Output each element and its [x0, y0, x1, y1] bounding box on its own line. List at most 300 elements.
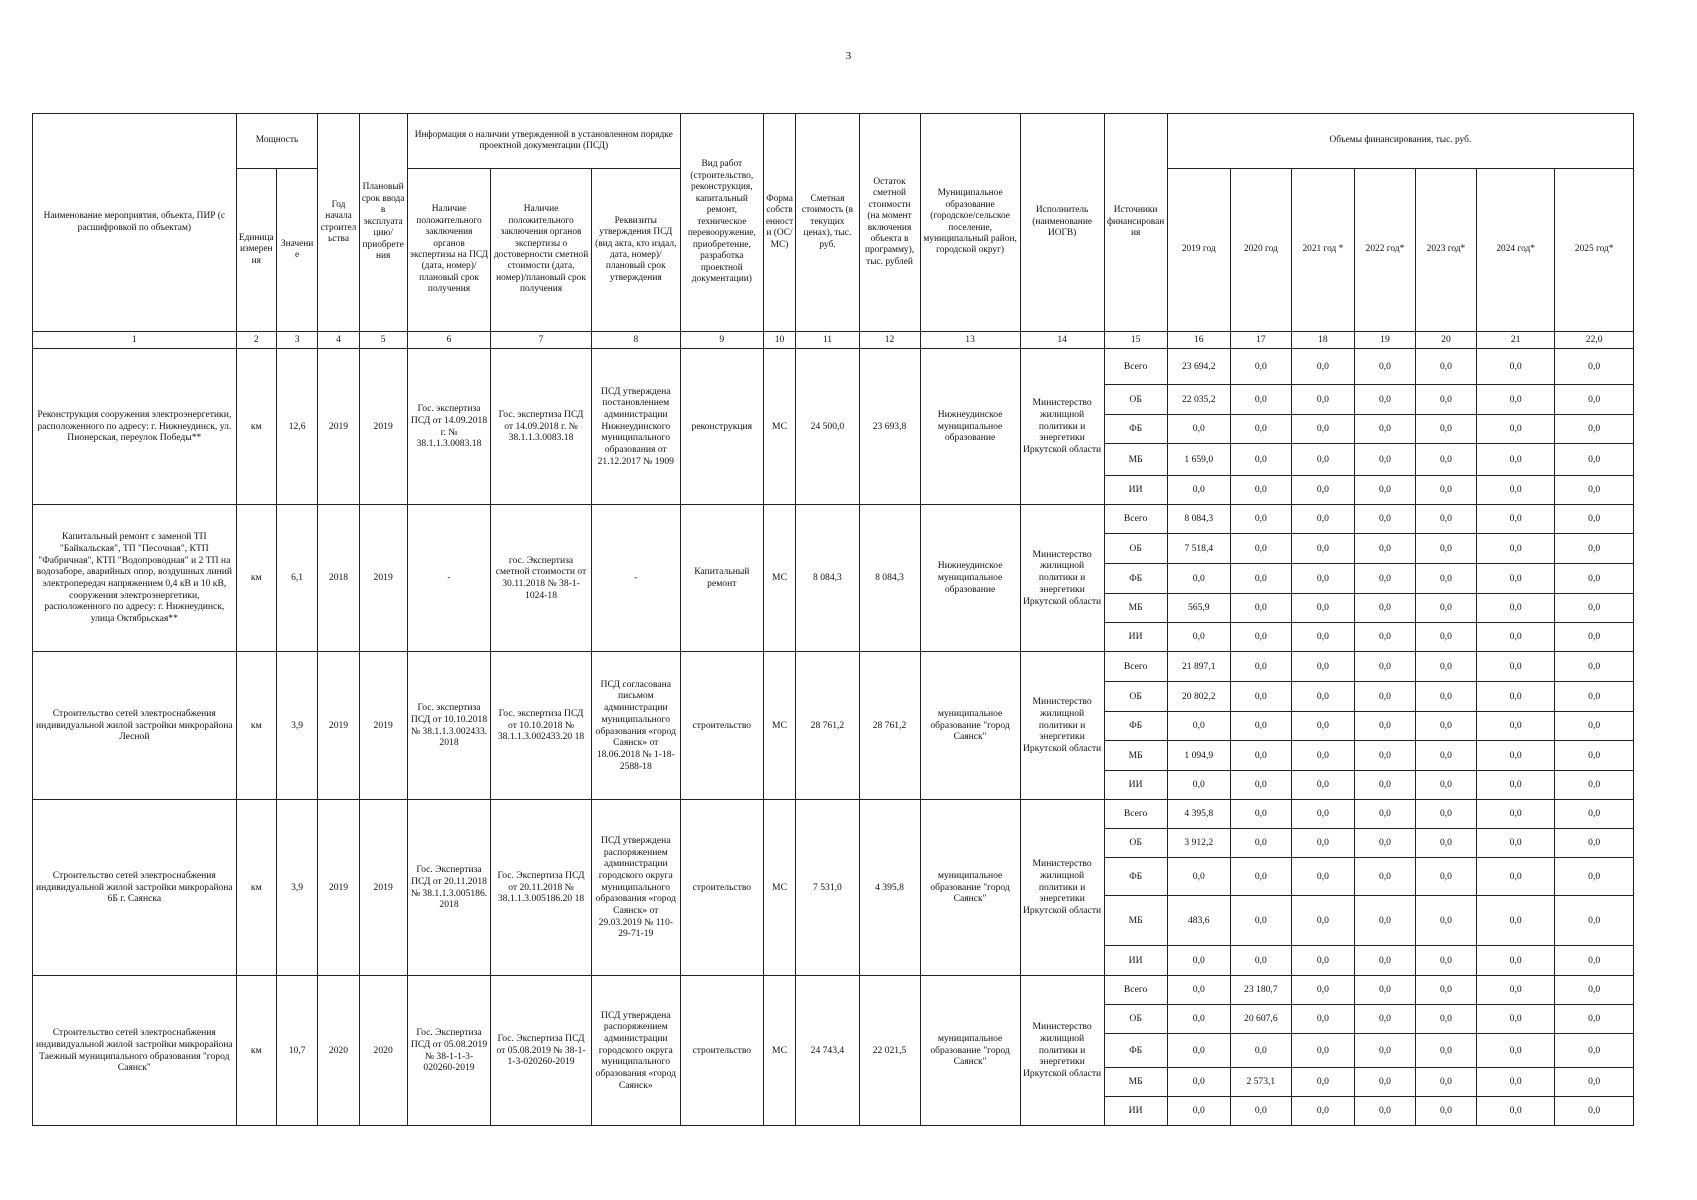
table-row — [33, 976, 1634, 1005]
financing-value-cell: 0,0 — [1230, 712, 1291, 741]
planned-date-cell: 2019 — [359, 349, 407, 505]
financing-value-cell: 0,0 — [1230, 829, 1291, 858]
header-work-type: Вид работ (строительство, реконструкция, капитальный ремонт, техническое перевооружение, приобретение, разработка проектной документации) — [680, 114, 763, 332]
executor-cell: Министерство жилищной политики и энергетики Иркутской области — [1020, 976, 1104, 1126]
financing-value-cell: 0,0 — [1230, 444, 1291, 476]
psd-expertise-cell: - — [407, 505, 491, 652]
funding-source-cell: ОБ — [1104, 1005, 1167, 1034]
financing-value-cell: 0,0 — [1291, 385, 1354, 415]
financing-value-cell: 0,0 — [1555, 896, 1634, 946]
financing-value-cell: 0,0 — [1230, 858, 1291, 896]
column-number: 20 — [1415, 332, 1476, 349]
financing-value-cell: 0,0 — [1555, 858, 1634, 896]
financing-value-cell: 0,0 — [1476, 1097, 1554, 1126]
financing-value-cell: 0,0 — [1291, 349, 1354, 385]
financing-value-cell: 483,6 — [1167, 896, 1230, 946]
financing-value-cell: 0,0 — [1555, 505, 1634, 534]
financing-value-cell: 0,0 — [1476, 652, 1554, 682]
financing-value-cell: 0,0 — [1476, 415, 1554, 444]
header-start-year: Год начала строительства — [318, 114, 359, 332]
column-number: 1 — [33, 332, 237, 349]
financing-value-cell: 0,0 — [1167, 1097, 1230, 1126]
financing-value-cell: 0,0 — [1167, 1034, 1230, 1068]
column-number: 16 — [1167, 332, 1230, 349]
header-year: 2020 год — [1230, 169, 1291, 332]
unit-cell: км — [236, 652, 276, 800]
column-number: 9 — [680, 332, 763, 349]
planned-date-cell: 2019 — [359, 652, 407, 800]
financing-value-cell: 7 518,4 — [1167, 534, 1230, 564]
financing-value-cell: 0,0 — [1167, 712, 1230, 741]
financing-value-cell: 21 897,1 — [1167, 652, 1230, 682]
financing-value-cell: 0,0 — [1354, 682, 1415, 712]
header-capacity: Мощность — [236, 114, 318, 169]
financing-value-cell: 0,0 — [1415, 771, 1476, 800]
financing-value-cell: 0,0 — [1555, 349, 1634, 385]
financing-value-cell: 565,9 — [1167, 594, 1230, 623]
project-name: Строительство сетей электроснабжения индивидуальной жилой застройки микрорайона 6Б г. Саянска — [33, 800, 237, 976]
financing-value-cell: 0,0 — [1291, 800, 1354, 829]
financing-value-cell: 0,0 — [1476, 534, 1554, 564]
financing-value-cell: 0,0 — [1555, 623, 1634, 652]
financing-value-cell: 0,0 — [1354, 349, 1415, 385]
funding-source-cell: ИИ — [1104, 946, 1167, 976]
header-name: Наименование мероприятия, объекта, ПИР (с расшифровкой по объектам) — [33, 114, 237, 332]
financing-value-cell: 0,0 — [1167, 564, 1230, 594]
financing-value-cell: 0,0 — [1415, 564, 1476, 594]
funding-source-cell: ФБ — [1104, 1034, 1167, 1068]
financing-value-cell: 0,0 — [1476, 800, 1554, 829]
funding-source-cell: МБ — [1104, 896, 1167, 946]
financing-value-cell: 0,0 — [1476, 858, 1554, 896]
financing-value-cell: 2 573,1 — [1230, 1068, 1291, 1097]
unit-cell: км — [236, 976, 276, 1126]
start-year-cell: 2018 — [318, 505, 359, 652]
header-sources: Источники финансирования — [1104, 114, 1167, 332]
financing-value-cell: 0,0 — [1167, 946, 1230, 976]
financing-value-cell: 0,0 — [1476, 476, 1554, 505]
financing-value-cell: 0,0 — [1291, 896, 1354, 946]
financing-value-cell: 0,0 — [1415, 505, 1476, 534]
table-row — [33, 505, 1634, 534]
financing-value-cell: 0,0 — [1555, 564, 1634, 594]
estimated-cost-cell: 7 531,0 — [796, 800, 859, 976]
financing-value-cell: 0,0 — [1476, 682, 1554, 712]
column-number: 11 — [796, 332, 859, 349]
financing-value-cell: 0,0 — [1291, 652, 1354, 682]
financing-table-wrap — [32, 113, 1634, 1126]
financing-value-cell: 0,0 — [1476, 623, 1554, 652]
psd-expertise-cell: Гос. экспертиза ПСД от 14.09.2018 г. № 38.1.1.3.0083.18 — [407, 349, 491, 505]
psd-requisites-cell: ПСД утверждена распоряжением администрации городского округа муниципального образования «город Саянск» от 29.03.2019 № 110-29-71-19 — [591, 800, 680, 976]
funding-source-cell: ФБ — [1104, 415, 1167, 444]
financing-value-cell: 0,0 — [1291, 682, 1354, 712]
header-financing: Объемы финансирования, тыс. руб. — [1167, 114, 1633, 169]
estimated-cost-cell: 24 743,4 — [796, 976, 859, 1126]
work-type-cell: Капитальный ремонт — [680, 505, 763, 652]
financing-value-cell: 0,0 — [1354, 385, 1415, 415]
psd-cost-expertise-cell: Гос. экспертиза ПСД от 14.09.2018 г. № 38.1.1.3.0083.18 — [491, 349, 591, 505]
financing-value-cell: 0,0 — [1415, 858, 1476, 896]
financing-value-cell: 0,0 — [1230, 771, 1291, 800]
column-number: 4 — [318, 332, 359, 349]
financing-value-cell: 0,0 — [1291, 1068, 1354, 1097]
header-year: 2021 год * — [1291, 169, 1354, 332]
financing-value-cell: 0,0 — [1354, 1005, 1415, 1034]
financing-value-cell: 0,0 — [1354, 858, 1415, 896]
financing-value-cell: 0,0 — [1555, 741, 1634, 771]
column-number: 8 — [591, 332, 680, 349]
financing-value-cell: 0,0 — [1230, 800, 1291, 829]
financing-value-cell: 0,0 — [1354, 1068, 1415, 1097]
page-number: 3 — [845, 50, 852, 62]
estimated-cost-cell: 28 761,2 — [796, 652, 859, 800]
financing-value-cell: 0,0 — [1291, 1034, 1354, 1068]
financing-value-cell: 0,0 — [1354, 623, 1415, 652]
financing-value-cell: 0,0 — [1230, 564, 1291, 594]
financing-value-cell: 0,0 — [1415, 415, 1476, 444]
financing-value-cell: 0,0 — [1291, 505, 1354, 534]
table-header — [33, 114, 1634, 349]
ownership-cell: МС — [763, 505, 796, 652]
executor-cell: Министерство жилищной политики и энергетики Иркутской области — [1020, 800, 1104, 976]
financing-value-cell: 0,0 — [1476, 1068, 1554, 1097]
financing-value-cell: 0,0 — [1167, 858, 1230, 896]
financing-value-cell: 0,0 — [1415, 534, 1476, 564]
financing-value-cell: 0,0 — [1230, 476, 1291, 505]
financing-value-cell: 0,0 — [1555, 415, 1634, 444]
project-name: Строительство сетей электроснабжения индивидуальной жилой застройки микрорайона Таежный муниципального образования "город Саянск" — [33, 976, 237, 1126]
municipality-cell: Нижнеудинское муниципальное образование — [920, 505, 1020, 652]
financing-table — [32, 113, 1634, 1126]
financing-value-cell: 0,0 — [1291, 444, 1354, 476]
header-unit: Единица измерения — [236, 169, 276, 332]
header-estimated-cost: Сметная стоимость (в текущих ценах), тыс. руб. — [796, 114, 859, 332]
value-cell: 12,6 — [276, 349, 317, 505]
start-year-cell: 2019 — [318, 349, 359, 505]
financing-value-cell: 0,0 — [1415, 896, 1476, 946]
funding-source-cell: Всего — [1104, 976, 1167, 1005]
psd-expertise-cell: Гос. экспертиза ПСД от 10.10.2018 № 38.1.1.3.002433. 2018 — [407, 652, 491, 800]
financing-value-cell: 0,0 — [1555, 712, 1634, 741]
financing-value-cell: 0,0 — [1354, 594, 1415, 623]
work-type-cell: строительство — [680, 652, 763, 800]
financing-value-cell: 0,0 — [1415, 652, 1476, 682]
financing-value-cell: 0,0 — [1354, 829, 1415, 858]
financing-value-cell: 4 395,8 — [1167, 800, 1230, 829]
value-cell: 6,1 — [276, 505, 317, 652]
executor-cell: Министерство жилищной политики и энергетики Иркутской области — [1020, 349, 1104, 505]
funding-source-cell: ОБ — [1104, 534, 1167, 564]
financing-value-cell: 0,0 — [1555, 1097, 1634, 1126]
header-psd-requisites: Реквизиты утверждения ПСД (вид акта, кто издал, дата, номер)/плановый срок утверждения — [591, 169, 680, 332]
financing-value-cell: 0,0 — [1230, 682, 1291, 712]
column-number: 13 — [920, 332, 1020, 349]
header-municipality: Муниципальное образование (городское/сельское поселение, муниципальный район, городской округ) — [920, 114, 1020, 332]
project-name: Строительство сетей электроснабжения индивидуальной жилой застройки микрорайона Лесной — [33, 652, 237, 800]
financing-value-cell: 0,0 — [1476, 712, 1554, 741]
start-year-cell: 2019 — [318, 652, 359, 800]
financing-value-cell: 0,0 — [1230, 1034, 1291, 1068]
funding-source-cell: ИИ — [1104, 623, 1167, 652]
financing-value-cell: 0,0 — [1291, 946, 1354, 976]
unit-cell: км — [236, 349, 276, 505]
financing-value-cell: 0,0 — [1555, 829, 1634, 858]
column-number: 3 — [276, 332, 317, 349]
psd-requisites-cell: - — [591, 505, 680, 652]
psd-cost-expertise-cell: Гос. экспертиза ПСД от 10.10.2018 № 38.1.1.3.002433.20 18 — [491, 652, 591, 800]
funding-source-cell: ФБ — [1104, 564, 1167, 594]
column-number: 14 — [1020, 332, 1104, 349]
financing-value-cell: 0,0 — [1476, 505, 1554, 534]
financing-value-cell: 0,0 — [1555, 771, 1634, 800]
financing-value-cell: 0,0 — [1291, 476, 1354, 505]
financing-value-cell: 23 694,2 — [1167, 349, 1230, 385]
financing-value-cell: 0,0 — [1291, 771, 1354, 800]
funding-source-cell: ОБ — [1104, 385, 1167, 415]
financing-value-cell: 0,0 — [1354, 712, 1415, 741]
header-year: 2023 год* — [1415, 169, 1476, 332]
funding-source-cell: Всего — [1104, 652, 1167, 682]
funding-source-cell: ФБ — [1104, 858, 1167, 896]
work-type-cell: реконструкция — [680, 349, 763, 505]
municipality-cell: Нижнеудинское муниципальное образование — [920, 349, 1020, 505]
financing-value-cell: 0,0 — [1415, 594, 1476, 623]
financing-value-cell: 0,0 — [1555, 1005, 1634, 1034]
column-number: 5 — [359, 332, 407, 349]
remaining-cost-cell: 4 395,8 — [859, 800, 920, 976]
remaining-cost-cell: 8 084,3 — [859, 505, 920, 652]
funding-source-cell: ИИ — [1104, 1097, 1167, 1126]
value-cell: 3,9 — [276, 652, 317, 800]
financing-value-cell: 0,0 — [1476, 385, 1554, 415]
financing-value-cell: 0,0 — [1476, 594, 1554, 623]
financing-value-cell: 0,0 — [1555, 976, 1634, 1005]
financing-value-cell: 0,0 — [1555, 946, 1634, 976]
work-type-cell: строительство — [680, 800, 763, 976]
unit-cell: км — [236, 800, 276, 976]
psd-cost-expertise-cell: гос. Экспертиза сметной стоимости от 30.11.2018 № 38-1-1024-18 — [491, 505, 591, 652]
financing-value-cell: 0,0 — [1415, 1034, 1476, 1068]
column-number: 22,0 — [1555, 332, 1634, 349]
financing-value-cell: 0,0 — [1415, 623, 1476, 652]
header-year: 2022 год* — [1354, 169, 1415, 332]
header-planned-date: Плановый срок ввода в эксплуатацию/приобретения — [359, 114, 407, 332]
financing-value-cell: 0,0 — [1476, 829, 1554, 858]
header-year: 2024 год* — [1476, 169, 1554, 332]
financing-value-cell: 0,0 — [1291, 623, 1354, 652]
financing-value-cell: 0,0 — [1555, 682, 1634, 712]
psd-cost-expertise-cell: Гос. Экспертиза ПСД от 05.08.2019 № 38-1-1-3-020260-2019 — [491, 976, 591, 1126]
psd-cost-expertise-cell: Гос. Экспертиза ПСД от 20.11.2018 № 38.1.1.3.005186.20 18 — [491, 800, 591, 976]
column-number: 6 — [407, 332, 491, 349]
column-number: 12 — [859, 332, 920, 349]
financing-value-cell: 0,0 — [1230, 946, 1291, 976]
financing-value-cell: 0,0 — [1354, 976, 1415, 1005]
financing-value-cell: 0,0 — [1167, 976, 1230, 1005]
financing-value-cell: 3 912,2 — [1167, 829, 1230, 858]
financing-value-cell: 0,0 — [1354, 564, 1415, 594]
ownership-cell: МС — [763, 800, 796, 976]
financing-value-cell: 0,0 — [1291, 1097, 1354, 1126]
financing-value-cell: 0,0 — [1230, 652, 1291, 682]
financing-value-cell: 0,0 — [1291, 534, 1354, 564]
funding-source-cell: МБ — [1104, 741, 1167, 771]
header-value: Значение — [276, 169, 317, 332]
financing-value-cell: 1 659,0 — [1167, 444, 1230, 476]
financing-value-cell: 0,0 — [1291, 712, 1354, 741]
financing-value-cell: 0,0 — [1415, 946, 1476, 976]
financing-value-cell: 0,0 — [1230, 415, 1291, 444]
column-number: 7 — [491, 332, 591, 349]
psd-requisites-cell: ПСД утверждена распоряжением администрации городского округа муниципального образования «город Саянск» — [591, 976, 680, 1126]
financing-value-cell: 0,0 — [1230, 623, 1291, 652]
financing-value-cell: 0,0 — [1167, 476, 1230, 505]
financing-value-cell: 0,0 — [1291, 741, 1354, 771]
ownership-cell: МС — [763, 652, 796, 800]
funding-source-cell: ИИ — [1104, 476, 1167, 505]
ownership-cell: МС — [763, 976, 796, 1126]
header-ownership: Форма собственности (ОС/МС) — [763, 114, 796, 332]
project-name: Капитальный ремонт с заменой ТП "Байкальская", ТП "Песочная", КТП "Фабричная", КТП "Водопроводная" и 2 ТП на водозаборе, аварийных опор, воздушных линий электропередач напряжением 0,4 кВ и 10 кВ, сооружения электроэнергетики, расположенного по адресу: г. Нижнеудинск, улица Октябрьская** — [33, 505, 237, 652]
financing-value-cell: 0,0 — [1354, 741, 1415, 771]
header-year: 2025 год* — [1555, 169, 1634, 332]
financing-value-cell: 0,0 — [1476, 564, 1554, 594]
financing-value-cell: 0,0 — [1167, 1005, 1230, 1034]
financing-value-cell: 0,0 — [1354, 1034, 1415, 1068]
financing-value-cell: 0,0 — [1415, 444, 1476, 476]
financing-value-cell: 8 084,3 — [1167, 505, 1230, 534]
financing-value-cell: 0,0 — [1291, 564, 1354, 594]
psd-requisites-cell: ПСД утверждена постановлением администрации Нижнеудинского муниципального образования от 21.12.2017 № 1909 — [591, 349, 680, 505]
financing-value-cell: 0,0 — [1415, 1005, 1476, 1034]
municipality-cell: муниципальное образование "город Саянск" — [920, 652, 1020, 800]
financing-value-cell: 0,0 — [1476, 946, 1554, 976]
financing-value-cell: 20 607,6 — [1230, 1005, 1291, 1034]
work-type-cell: строительство — [680, 976, 763, 1126]
financing-value-cell: 0,0 — [1555, 476, 1634, 505]
financing-value-cell: 0,0 — [1415, 1097, 1476, 1126]
funding-source-cell: Всего — [1104, 800, 1167, 829]
financing-value-cell: 22 035,2 — [1167, 385, 1230, 415]
financing-value-cell: 1 094,9 — [1167, 741, 1230, 771]
header-executor: Исполнитель (наименование ИОГВ) — [1020, 114, 1104, 332]
value-cell: 3,9 — [276, 800, 317, 976]
column-number: 18 — [1291, 332, 1354, 349]
estimated-cost-cell: 24 500,0 — [796, 349, 859, 505]
financing-value-cell: 0,0 — [1354, 505, 1415, 534]
financing-value-cell: 0,0 — [1167, 771, 1230, 800]
financing-value-cell: 0,0 — [1354, 652, 1415, 682]
financing-value-cell: 0,0 — [1415, 800, 1476, 829]
value-cell: 10,7 — [276, 976, 317, 1126]
financing-value-cell: 0,0 — [1476, 976, 1554, 1005]
funding-source-cell: ИИ — [1104, 771, 1167, 800]
financing-value-cell: 0,0 — [1476, 771, 1554, 800]
financing-value-cell: 0,0 — [1230, 349, 1291, 385]
financing-value-cell: 0,0 — [1354, 476, 1415, 505]
header-psd-info: Информация о наличии утвержденной в установленном порядке проектной документации (ПСД) — [407, 114, 680, 169]
financing-value-cell: 0,0 — [1354, 1097, 1415, 1126]
financing-value-cell: 0,0 — [1476, 896, 1554, 946]
ownership-cell: МС — [763, 349, 796, 505]
financing-value-cell: 0,0 — [1167, 415, 1230, 444]
planned-date-cell: 2019 — [359, 800, 407, 976]
table-body — [33, 349, 1634, 1126]
financing-value-cell: 0,0 — [1354, 800, 1415, 829]
financing-value-cell: 0,0 — [1415, 476, 1476, 505]
financing-value-cell: 0,0 — [1291, 976, 1354, 1005]
project-name: Реконструкция сооружения электроэнергетики, расположенного по адресу: г. Нижнеудинск, ул. Пионерская, переулок Победы** — [33, 349, 237, 505]
funding-source-cell: ОБ — [1104, 829, 1167, 858]
header-remaining-cost: Остаток сметной стоимости (на момент включения объекта в программу), тыс. рублей — [859, 114, 920, 332]
remaining-cost-cell: 22 021,5 — [859, 976, 920, 1126]
financing-value-cell: 0,0 — [1555, 1034, 1634, 1068]
psd-expertise-cell: Гос. Экспертиза ПСД от 05.08.2019 № 38-1-1-3-020260-2019 — [407, 976, 491, 1126]
psd-requisites-cell: ПСД согласована письмом администрации муниципального образования «город Саянск» от 18.06.2018 № 1-18-2588-18 — [591, 652, 680, 800]
planned-date-cell: 2020 — [359, 976, 407, 1126]
financing-value-cell: 0,0 — [1291, 858, 1354, 896]
financing-value-cell: 0,0 — [1230, 741, 1291, 771]
financing-value-cell: 0,0 — [1415, 712, 1476, 741]
funding-source-cell: МБ — [1104, 444, 1167, 476]
financing-value-cell: 0,0 — [1476, 1034, 1554, 1068]
column-number: 17 — [1230, 332, 1291, 349]
financing-value-cell: 0,0 — [1291, 594, 1354, 623]
financing-value-cell: 0,0 — [1230, 896, 1291, 946]
funding-source-cell: ФБ — [1104, 712, 1167, 741]
column-number: 2 — [236, 332, 276, 349]
column-number: 15 — [1104, 332, 1167, 349]
table-row — [33, 349, 1634, 385]
financing-value-cell: 0,0 — [1415, 741, 1476, 771]
financing-value-cell: 0,0 — [1230, 1097, 1291, 1126]
funding-source-cell: МБ — [1104, 1068, 1167, 1097]
column-number-row — [33, 332, 1634, 349]
planned-date-cell: 2019 — [359, 505, 407, 652]
financing-value-cell: 0,0 — [1555, 800, 1634, 829]
unit-cell: км — [236, 505, 276, 652]
column-number: 19 — [1354, 332, 1415, 349]
financing-value-cell: 0,0 — [1555, 534, 1634, 564]
financing-value-cell: 0,0 — [1415, 976, 1476, 1005]
financing-value-cell: 0,0 — [1476, 1005, 1554, 1034]
municipality-cell: муниципальное образование "город Саянск" — [920, 800, 1020, 976]
start-year-cell: 2019 — [318, 800, 359, 976]
financing-value-cell: 0,0 — [1555, 385, 1634, 415]
financing-value-cell: 0,0 — [1167, 1068, 1230, 1097]
estimated-cost-cell: 8 084,3 — [796, 505, 859, 652]
funding-source-cell: МБ — [1104, 594, 1167, 623]
financing-value-cell: 0,0 — [1230, 505, 1291, 534]
column-number: 10 — [763, 332, 796, 349]
financing-value-cell: 0,0 — [1555, 594, 1634, 623]
municipality-cell: муниципальное образование "город Саянск" — [920, 976, 1020, 1126]
financing-value-cell: 0,0 — [1230, 385, 1291, 415]
financing-value-cell: 0,0 — [1415, 349, 1476, 385]
financing-value-cell: 0,0 — [1354, 946, 1415, 976]
start-year-cell: 2020 — [318, 976, 359, 1126]
remaining-cost-cell: 28 761,2 — [859, 652, 920, 800]
financing-value-cell: 0,0 — [1354, 771, 1415, 800]
financing-value-cell: 0,0 — [1167, 623, 1230, 652]
financing-value-cell: 0,0 — [1354, 534, 1415, 564]
financing-value-cell: 0,0 — [1230, 594, 1291, 623]
financing-value-cell: 0,0 — [1230, 534, 1291, 564]
financing-value-cell: 0,0 — [1415, 385, 1476, 415]
financing-value-cell: 0,0 — [1555, 444, 1634, 476]
executor-cell: Министерство жилищной политики и энергетики Иркутской области — [1020, 652, 1104, 800]
